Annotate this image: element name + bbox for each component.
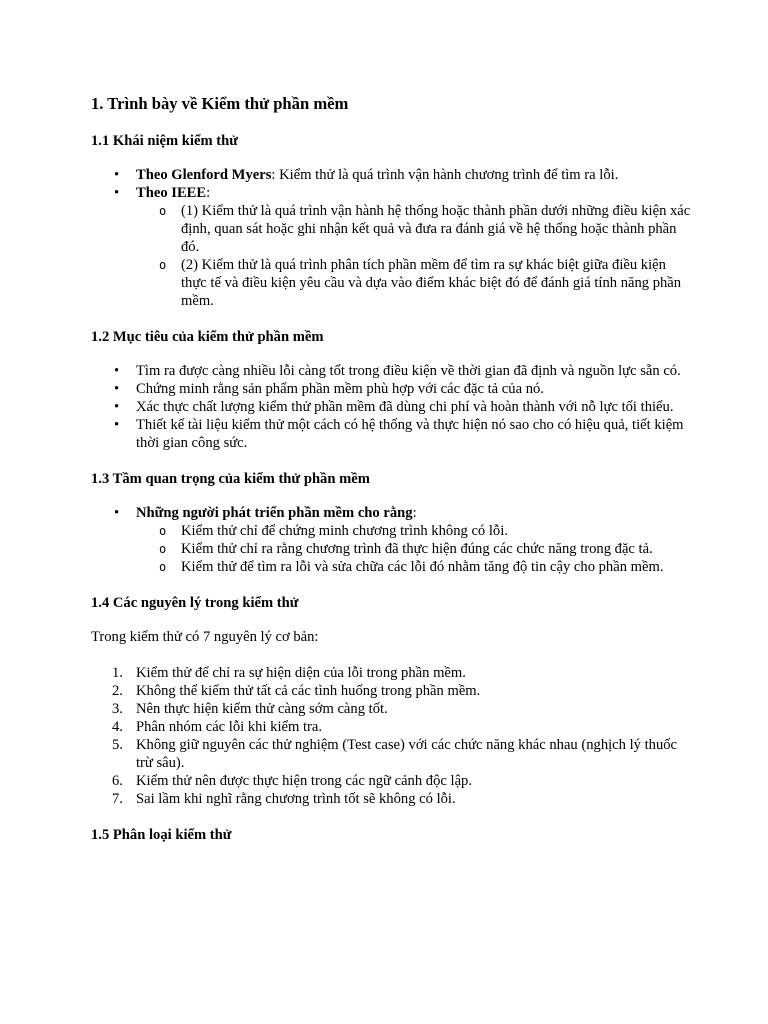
- item-number: 4.: [112, 719, 123, 735]
- document-title: 1. Trình bày về Kiểm thử phần mềm: [91, 94, 349, 113]
- item-number: 1.: [112, 665, 123, 681]
- ieee-colon: :: [206, 185, 211, 201]
- item-text: Phân nhóm các lỗi khi kiểm tra.: [136, 719, 323, 735]
- item-number: 7.: [112, 791, 123, 807]
- item-text: Nên thực hiện kiểm thử càng sớm càng tốt.: [136, 701, 388, 717]
- numbered-item: [91, 682, 691, 700]
- myers-definition: : Kiểm thử là quá trình vận hành chương trình để tìm ra lỗi.: [271, 167, 619, 183]
- numbered-item: [91, 664, 691, 682]
- numbered-item: [91, 772, 691, 790]
- item-number: 2.: [112, 683, 123, 699]
- list-item: [91, 166, 691, 184]
- numbered-item: [91, 790, 691, 808]
- item-text: Kiểm thử nên được thực hiện trong các ngữ cảnh độc lập.: [136, 773, 472, 789]
- principles-list: [91, 664, 691, 808]
- section-heading-1-4: 1.4 Các nguyên lý trong kiểm thử: [91, 595, 299, 611]
- ieee-label: Theo IEEE: [136, 185, 207, 201]
- sublist-item: o (1) Kiểm thử là quá trình vận hành hệ thống hoặc thành phần dưới những điều kiện xác định, quan sát hoặc ghi nhận kết quả và đưa ra đánh giá về hệ thống hoặc thành phần đó.: [136, 202, 691, 256]
- list-item: • Tìm ra được càng nhiều lỗi càng tốt trong điều kiện về thời gian đã định và nguồn lực sẵn có.: [91, 362, 691, 380]
- developers-colon: :: [412, 505, 417, 521]
- item-number: 5.: [112, 737, 123, 753]
- numbered-item: [91, 718, 691, 736]
- sublist-item: o Kiểm thử để tìm ra lỗi và sửa chữa các lỗi đó nhằm tăng độ tin cậy cho phần mềm.: [136, 558, 691, 576]
- item-number: 3.: [112, 701, 123, 717]
- item-text: Không giữ nguyên các thử nghiệm (Test case) với các chức năng khác nhau (nghịch lý thuốc trừ sâu).: [136, 737, 678, 771]
- section-heading-1-3: 1.3 Tầm quan trọng của kiểm thử phần mềm: [91, 471, 370, 487]
- developers-label: Những người phát triển phần mềm cho rằng: [136, 505, 413, 521]
- numbered-item: [91, 736, 691, 772]
- sublist-item: o Kiểm thử chỉ để chứng minh chương trình không có lỗi.: [136, 522, 691, 540]
- sublist-item: o (2) Kiểm thử là quá trình phân tích phần mềm để tìm ra sự khác biệt giữa điều kiện thực tế và điều kiện yêu cầu và dựa vào điểm khác biệt đó để đánh giá tính năng phần mềm.: [136, 256, 691, 310]
- ieee-sublist: [136, 202, 691, 310]
- importance-list: [91, 504, 691, 576]
- list-item: • Xác thực chất lượng kiểm thử phần mềm đã dùng chi phí và hoàn thành với nỗ lực tối thiểu.: [91, 398, 691, 416]
- list-item: • Chứng minh rằng sản phẩm phần mềm phù hợp với các đặc tả của nó.: [91, 380, 691, 398]
- item-text: Không thể kiểm thử tất cả các tình huống trong phần mềm.: [136, 683, 481, 699]
- goals-list: [91, 362, 691, 452]
- item-text: Kiểm thử để chỉ ra sự hiện diện của lỗi trong phần mềm.: [136, 665, 466, 681]
- list-item: [91, 184, 691, 310]
- numbered-item: [91, 700, 691, 718]
- list-item: • Thiết kế tài liệu kiểm thử một cách có hệ thống và thực hiện nó sao cho có hiệu quả, tiết kiệm thời gian công sức.: [91, 416, 691, 452]
- definition-list: [91, 166, 691, 310]
- list-item: [91, 504, 691, 576]
- principles-intro: Trong kiểm thử có 7 nguyên lý cơ bản:: [91, 629, 319, 645]
- item-text: Sai lầm khi nghĩ rằng chương trình tốt sẽ không có lỗi.: [136, 791, 456, 807]
- section-heading-1-2: 1.2 Mục tiêu của kiểm thử phần mềm: [91, 329, 324, 345]
- developers-sublist: [136, 522, 691, 576]
- document-page: [91, 93, 691, 860]
- section-heading-1-1: 1.1 Khái niệm kiểm thử: [91, 133, 238, 149]
- item-number: 6.: [112, 773, 123, 789]
- sublist-item: o Kiểm thử chỉ ra rằng chương trình đã thực hiện đúng các chức năng trong đặc tả.: [136, 540, 691, 558]
- section-heading-1-5: 1.5 Phân loại kiểm thử: [91, 827, 232, 843]
- myers-label: Theo Glenford Myers: [136, 167, 272, 183]
